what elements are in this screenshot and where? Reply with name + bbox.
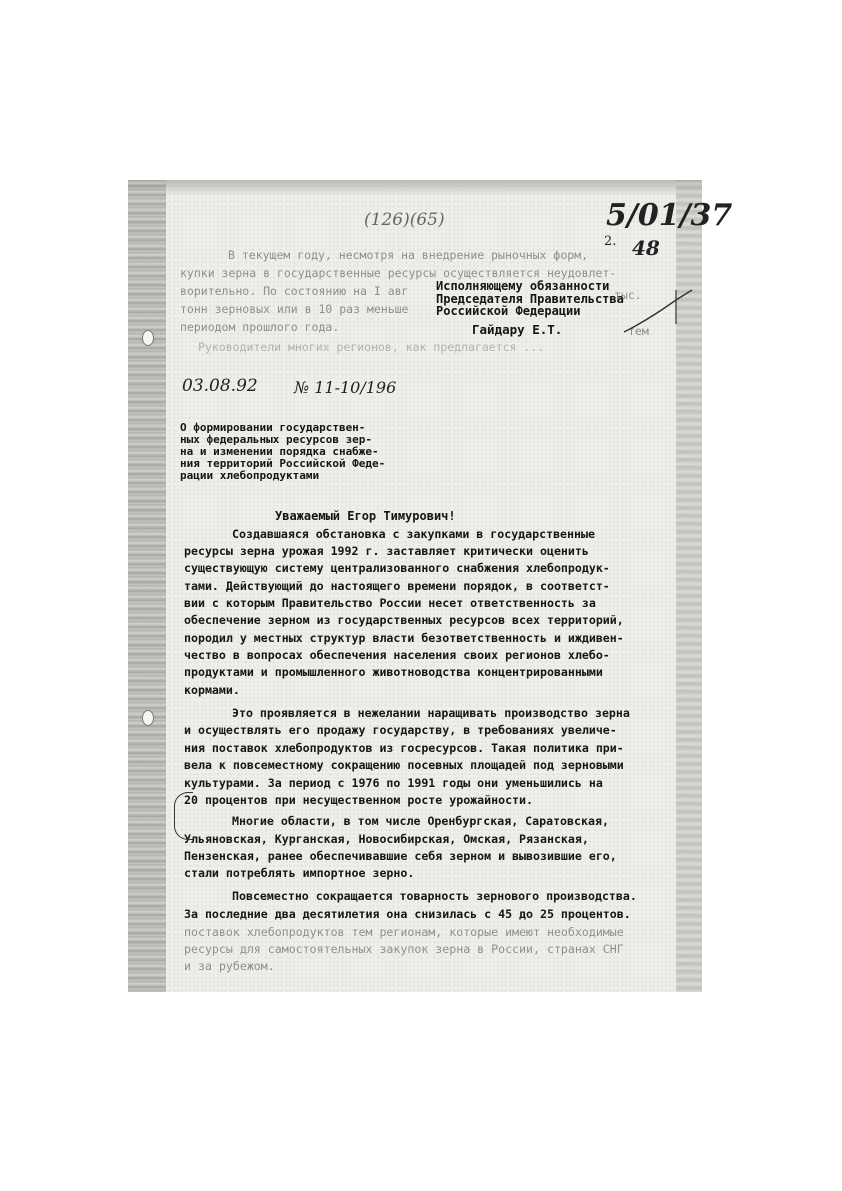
handwritten-folio: 48 — [632, 236, 660, 260]
body-line: существующую систему централизованного снабжения хлебопродук- — [184, 561, 610, 575]
handwritten-tick-mark — [618, 280, 698, 340]
background-line: В текущем году, несмотря на внедрение рыночных форм, — [228, 248, 589, 262]
subject-line: ния территорий Российской Феде- — [180, 457, 386, 470]
handwritten-corner-number: 5/01/37 — [606, 198, 733, 233]
body-line: продуктами и промышленного животноводства концентрированными — [184, 665, 603, 679]
binder-hole — [142, 710, 154, 726]
subject-line: О формировании государствен- — [180, 421, 366, 434]
body-line: Создавшаяся обстановка с закупками в государственные — [232, 527, 595, 541]
body-line: породил у местных структур власти безответственность и иждивен- — [184, 631, 624, 645]
subject-line: ных федеральных ресурсов зер- — [180, 433, 373, 446]
body-line: кормами. — [184, 683, 240, 697]
body-line: Пензенская, ранее обеспечивавшие себя зерном и вывозившие его, — [184, 849, 617, 863]
handwritten-bracket-mark — [174, 792, 193, 840]
subject-line: на и изменении порядка снабже- — [180, 445, 379, 458]
handwritten-top-number: (126)(65) — [364, 210, 445, 230]
subject-line: рации хлебопродуктами — [180, 469, 320, 482]
registration-date: 03.08.92 — [182, 376, 258, 396]
body-line: стали потреблять импортное зерно. — [184, 866, 415, 880]
salutation: Уважаемый Егор Тимурович! — [275, 509, 456, 523]
scan-shadow-left — [128, 180, 166, 992]
binder-hole — [142, 330, 154, 346]
body-line: вии с которым Правительство России несет ответственность за — [184, 596, 596, 610]
scanned-letter-page — [128, 180, 733, 992]
addressee-line: Председателя Правительства — [436, 291, 624, 306]
body-line: чество в вопросах обеспечения населения своих регионов хлебо- — [184, 648, 610, 662]
body-line: Это проявляется в нежелании наращивать производство зерна — [232, 706, 630, 720]
background-line: периодом прошлого года. — [180, 320, 340, 334]
body-line: 20 процентов при несущественном росте урожайности. — [184, 793, 534, 807]
body-line: ния поставок хлебопродуктов из госресурсов. Такая политика при- — [184, 741, 624, 755]
body-line: Повсеместно сокращается товарность зернового производства. — [232, 889, 637, 903]
scan-shadow-top — [128, 180, 702, 196]
background-line: ворительно. По состоянию на I авг — [180, 284, 409, 298]
background-line: тонн зерновых или в 10 раз меньше — [180, 302, 409, 316]
addressee-line: Исполняющему обязанности — [436, 279, 610, 293]
addressee-name: Гайдару Е.Т. — [472, 321, 563, 337]
body-line: обеспечение зерном из государственных ресурсов всех территорий, — [184, 613, 624, 627]
background-line: купки зерна в государственные ресурсы осуществляется неудовлет- — [180, 266, 617, 280]
background-line: ресурсы для самостоятельных закупок зерна в России, странах СНГ — [184, 942, 624, 956]
body-line: вела к повсеместному сокращению посевных площадей под зерновыми — [184, 758, 624, 772]
subject-block — [180, 422, 385, 482]
background-line: и за рубежом. — [184, 959, 275, 973]
registration-number: № 11-10/196 — [294, 378, 397, 397]
addressee-block — [436, 280, 624, 336]
body-line: и осуществлять его продажу государству, в требованиях увеличе- — [184, 723, 617, 737]
background-fragment: тем — [628, 324, 649, 338]
body-line: тами. Действующий до настоящего времени порядок, в соответст- — [184, 579, 610, 593]
background-line: поставок хлебопродуктов тем регионам, которые имеют необходимые — [184, 925, 624, 939]
body-line: За последние два десятилетия она снизилась с 45 до 25 процентов. — [184, 907, 631, 921]
body-line: Ульяновская, Курганская, Новосибирская, Омская, Рязанская, — [184, 832, 589, 846]
background-fragment: тыс. — [614, 288, 642, 302]
body-line: ресурсы зерна урожая 1992 г. заставляет критически оценить — [184, 544, 589, 558]
page-number: 2. — [604, 234, 617, 249]
body-line: Многие области, в том числе Оренбургская, Саратовская, — [232, 814, 609, 828]
body-line: культурами. За период с 1976 по 1991 годы они уменьшились на — [184, 776, 603, 790]
addressee-line: Российской Федерации — [436, 304, 581, 318]
background-line: Руководители многих регионов, как предлагается ... — [198, 340, 545, 354]
